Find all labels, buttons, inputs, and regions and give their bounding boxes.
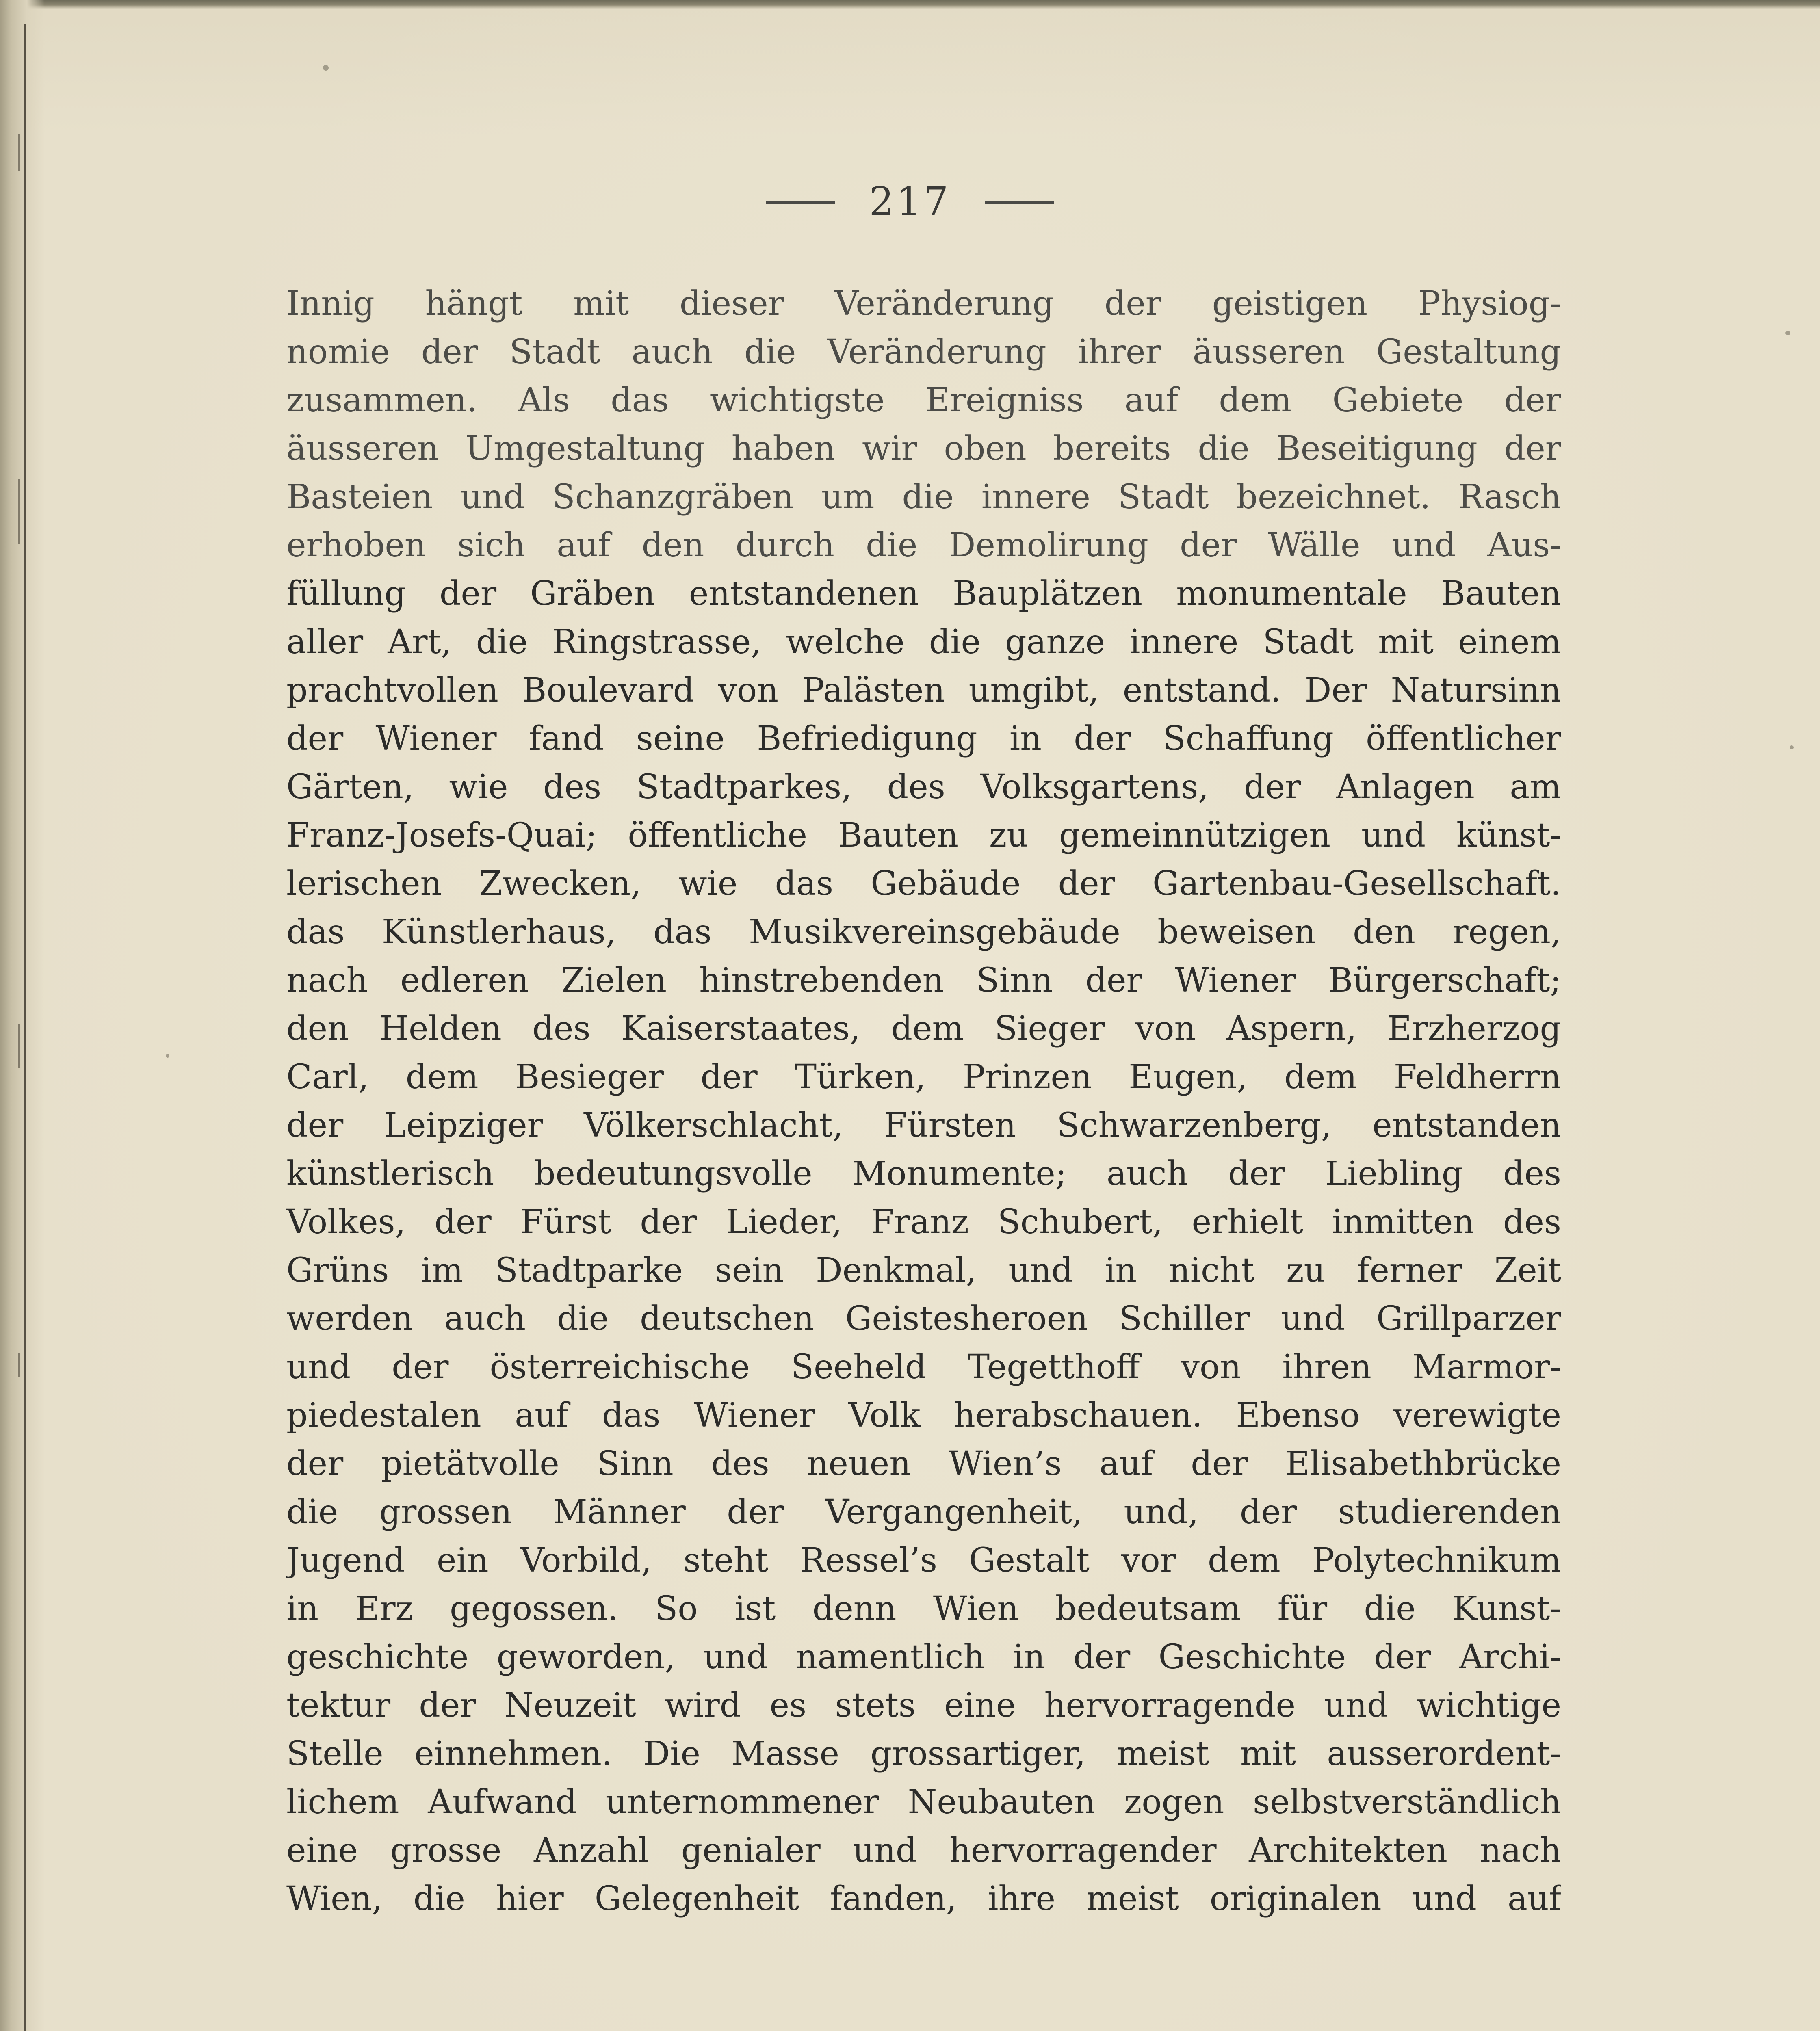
header-dash-left <box>766 201 835 204</box>
text-line: Wien, die hier Gelegenheit fanden, ihre meist originalen und auf <box>286 1879 1561 1918</box>
paper-speck <box>1790 745 1794 749</box>
text-line: Franz-Josefs-Quai; öffentliche Bauten zu gemeinnützigen und künst- <box>286 816 1561 855</box>
text-line: künstlerisch bedeutungsvolle Monumente; auch der Liebling des <box>286 1154 1561 1193</box>
text-line: und der österreichische Seeheld Tegetthoff von ihren Marmor- <box>286 1348 1561 1386</box>
page-top-edge <box>0 0 1820 9</box>
page-header <box>0 179 1820 224</box>
text-line: lichem Aufwand unternommener Neubauten zogen selbstverständlich <box>286 1783 1561 1821</box>
text-line: Volkes, der Fürst der Lieder, Franz Schubert, erhielt inmitten des <box>286 1203 1561 1241</box>
page-number: 217 <box>869 179 951 224</box>
header-dash-right <box>985 201 1054 204</box>
text-line: Grüns im Stadtparke sein Denkmal, und in nicht zu ferner Zeit <box>286 1251 1561 1290</box>
text-line: füllung der Gräben entstandenen Bauplätzen monumentale Bauten <box>286 574 1561 613</box>
text-line: äusseren Umgestaltung haben wir oben bereits die Beseitigung der <box>286 429 1561 468</box>
gutter-mark <box>18 1353 20 1377</box>
text-line: den Helden des Kaiserstaates, dem Sieger von Aspern, Erzherzog <box>286 1009 1561 1048</box>
paper-speck <box>323 65 329 71</box>
text-line: Carl, dem Besieger der Türken, Prinzen Eugen, dem Feldherrn <box>286 1058 1561 1096</box>
text-line: das Künstlerhaus, das Musikvereinsgebäude beweisen den regen, <box>286 913 1561 951</box>
text-line: Gärten, wie des Stadtparkes, des Volksgartens, der Anlagen am <box>286 768 1561 806</box>
text-line: geschichte geworden, und namentlich in der Geschichte der Archi- <box>286 1638 1561 1676</box>
text-line: zusammen. Als das wichtigste Ereigniss auf dem Gebiete der <box>286 381 1561 420</box>
text-line: werden auch die deutschen Geistesheroen Schiller und Grillparzer <box>286 1299 1561 1338</box>
text-line: prachtvollen Boulevard von Palästen umgibt, entstand. Der Natursinn <box>286 671 1561 710</box>
text-line: aller Art, die Ringstrasse, welche die ganze innere Stadt mit einem <box>286 623 1561 661</box>
text-line: erhoben sich auf den durch die Demolirung der Wälle und Aus- <box>286 526 1561 565</box>
text-line: der Leipziger Völkerschlacht, Fürsten Schwarzenberg, entstanden <box>286 1106 1561 1145</box>
gutter-mark <box>18 134 20 171</box>
text-line: nach edleren Zielen hinstrebenden Sinn der Wiener Bürgerschaft; <box>286 961 1561 1000</box>
body-text <box>286 279 1561 1923</box>
paper-speck <box>1785 331 1790 335</box>
gutter-mark <box>18 479 20 544</box>
gutter-marks <box>7 0 40 2031</box>
text-line: piedestalen auf das Wiener Volk herabschauen. Ebenso verewigte <box>286 1396 1561 1435</box>
text-line: in Erz gegossen. So ist denn Wien bedeutsam für die Kunst- <box>286 1589 1561 1628</box>
text-line: die grossen Männer der Vergangenheit, und, der studierenden <box>286 1493 1561 1531</box>
text-line: nomie der Stadt auch die Veränderung ihrer äusseren Gestaltung <box>286 333 1561 371</box>
text-line: Innig hängt mit dieser Veränderung der geistigen Physiog- <box>286 284 1561 323</box>
text-line: tektur der Neuzeit wird es stets eine hervorragende und wichtige <box>286 1686 1561 1725</box>
text-line: der Wiener fand seine Befriedigung in der Schaffung öffentlicher <box>286 719 1561 758</box>
text-line: eine grosse Anzahl genialer und hervorragender Architekten nach <box>286 1831 1561 1870</box>
text-line: Jugend ein Vorbild, steht Ressel’s Gestalt vor dem Polytechnikum <box>286 1541 1561 1580</box>
paper-speck <box>166 1054 169 1058</box>
gutter-mark <box>18 1024 20 1068</box>
text-line: Basteien und Schanzgräben um die innere Stadt bezeichnet. Rasch <box>286 478 1561 516</box>
text-line: der pietätvolle Sinn des neuen Wien’s auf der Elisabethbrücke <box>286 1444 1561 1483</box>
text-line: lerischen Zwecken, wie das Gebäude der Gartenbau-Gesellschaft. <box>286 864 1561 903</box>
text-line: Stelle einnehmen. Die Masse grossartiger, meist mit ausserordent- <box>286 1734 1561 1773</box>
